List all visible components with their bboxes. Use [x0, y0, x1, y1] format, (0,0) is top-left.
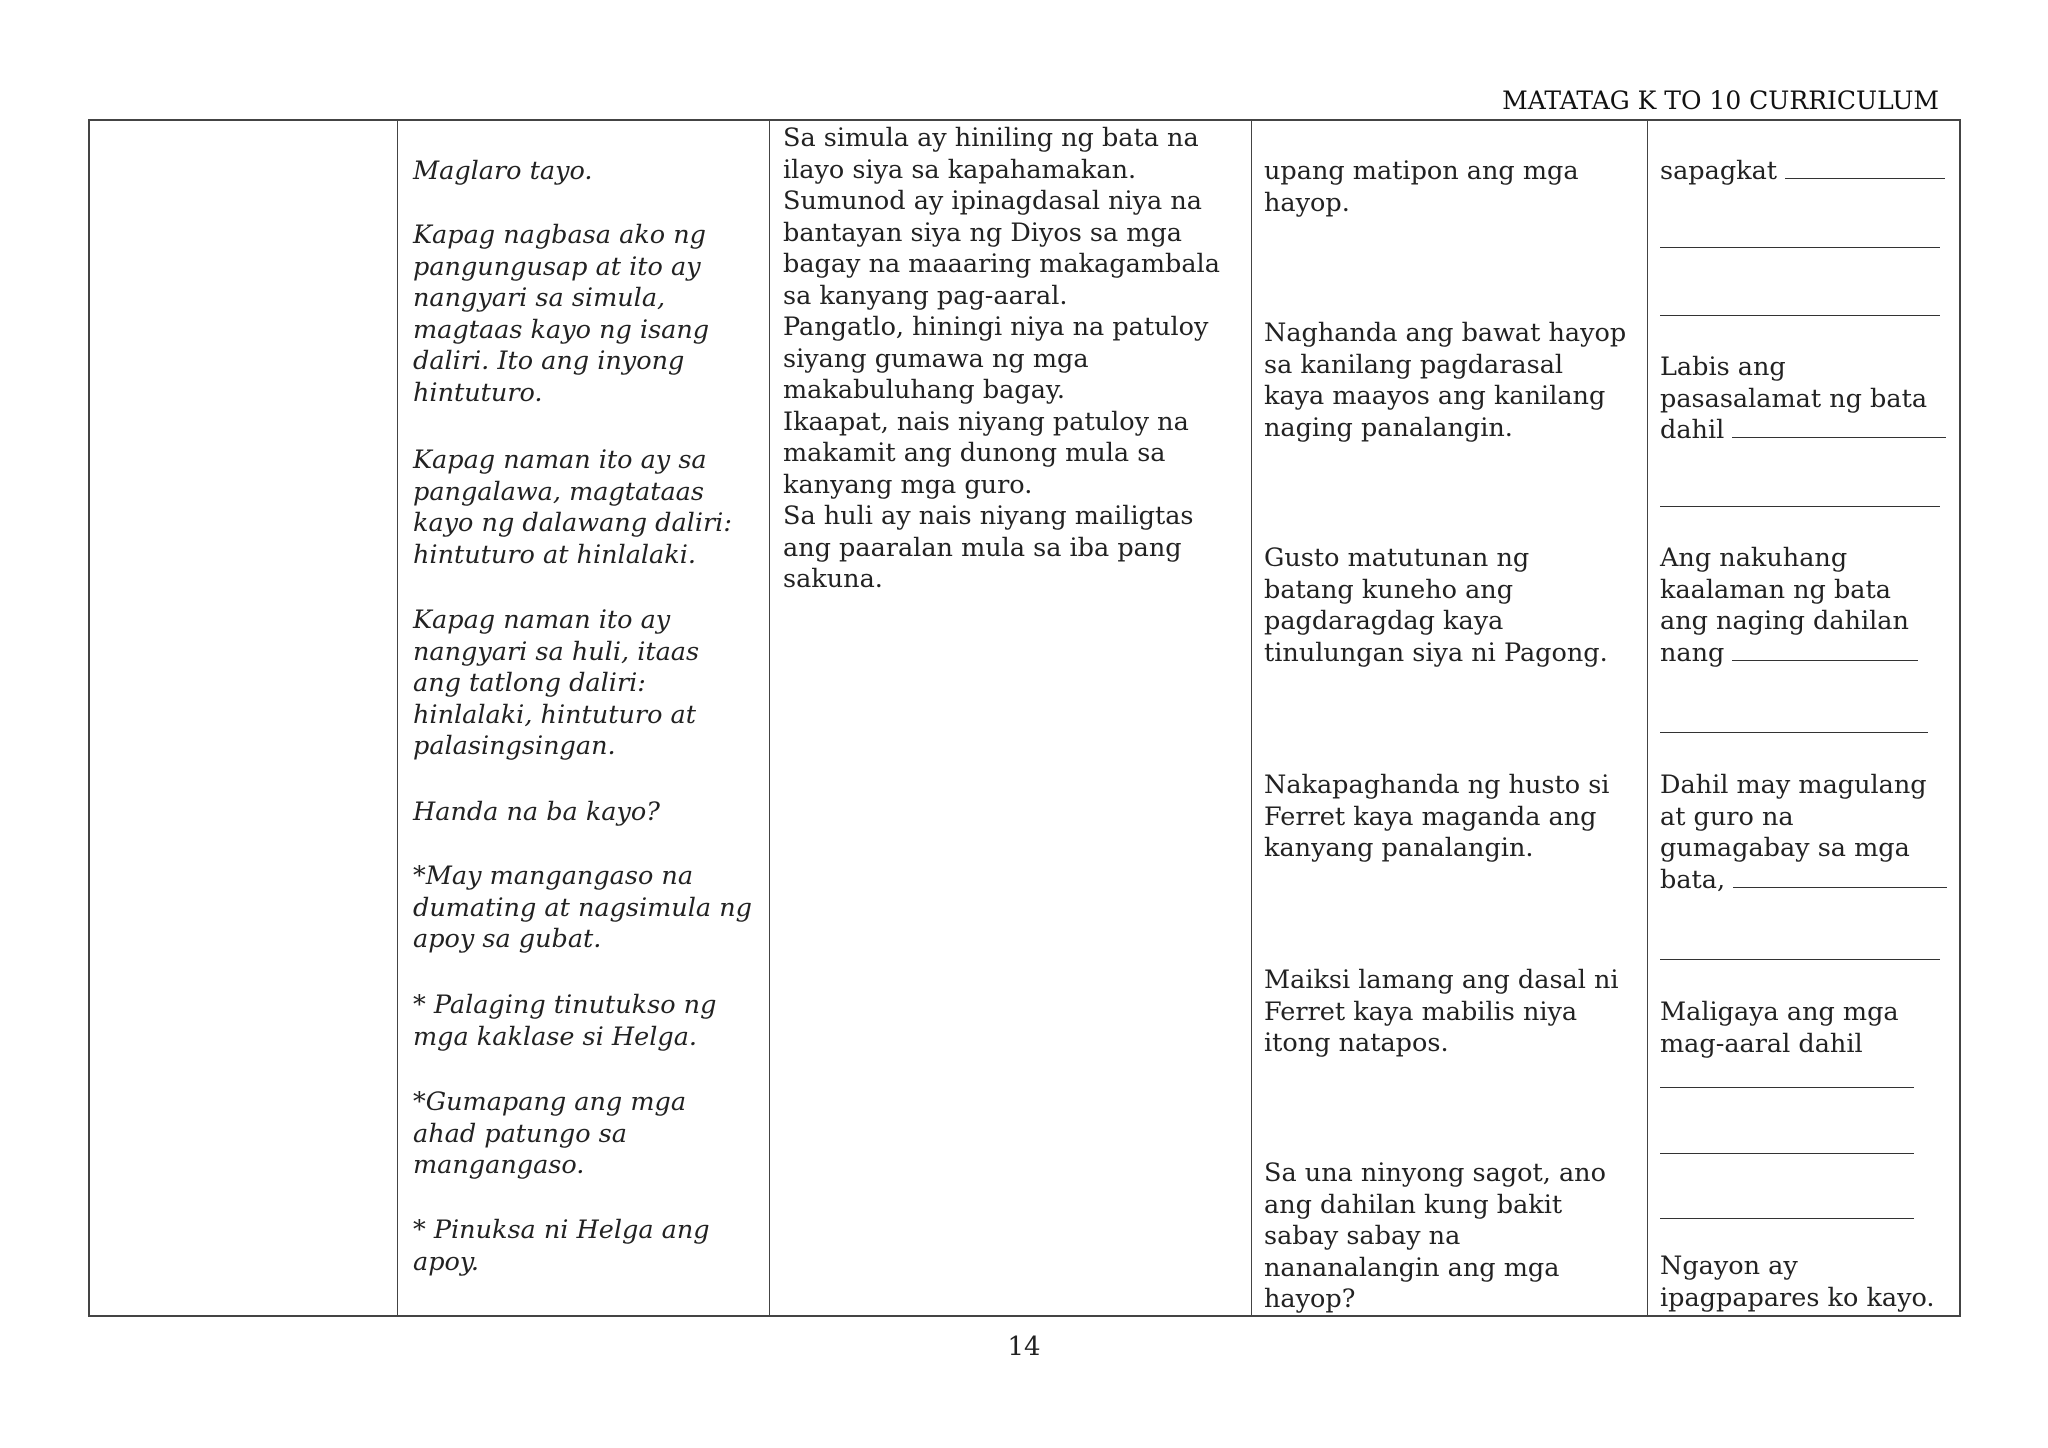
answer-blank[interactable]: [1660, 1218, 1914, 1219]
activity-sentence-3: *Gumapang ang mga ahad patungo sa mangangaso.: [413, 1087, 687, 1180]
answer-blank[interactable]: [1660, 247, 1940, 248]
curriculum-header: MATATAG K TO 10 CURRICULUM: [1502, 86, 1939, 115]
activity-ready-question: Handa na ba kayo?: [413, 797, 660, 827]
answer-blank[interactable]: [1660, 506, 1940, 507]
answer-blank[interactable]: [1733, 886, 1947, 888]
activity-intro: Maglaro tayo.: [413, 156, 593, 186]
answer-blank[interactable]: [1660, 1153, 1914, 1154]
answer-blank[interactable]: [1732, 659, 1918, 661]
answer-blank[interactable]: [1660, 1087, 1914, 1088]
answer-blank[interactable]: [1660, 959, 1940, 960]
column-1: [90, 121, 397, 1315]
closing-statement: Ngayon ay ipagpapares ko kayo.: [1660, 1251, 1935, 1313]
page-number: 14: [1007, 1332, 1041, 1362]
activity-instruction-first: Kapag nagbasa ako ng pangungusap at ito ay nangyari sa simula, magtaas kayo ng isang daliri. Ito ang inyong hintuturo.: [413, 220, 710, 408]
statement-1: upang matipon ang mga hayop.: [1264, 156, 1579, 218]
column-2-activity: [397, 121, 769, 1315]
activity-sentence-1: *May mangangaso na dumating at nagsimula ng apoy sa gubat.: [413, 861, 752, 954]
prompt-pasasalamat: Labis ang pasasalamat ng bata dahil: [1660, 352, 1960, 447]
expected-answer-text: Sa simula ay hiniling ng bata na ilayo siya sa kapahamakan. Sumunod ay ipinagdasal niya na bantayan siya ng Diyos sa mga bagay na maaaring makagambala sa kanyang pag-aaral. Pangatlo, hiningi niya na patuloy siyang gumawa ng mga makabuluhang bagay. Ikaapat, nais niyang patuloy na makamit ang dunong mula sa kanyang mga guro. Sa huli ay nais niyang mailigtas ang paaralan mula sa iba pang sakuna.: [783, 123, 1220, 594]
answer-blank[interactable]: [1732, 436, 1946, 438]
statement-6: Sa una ninyong sagot, ano ang dahilan kung bakit sabay sabay na nananalangin ang mga hayop?: [1264, 1158, 1606, 1314]
column-5-fill-in: [1647, 121, 1961, 1315]
activity-instruction-second: Kapag naman ito ay sa pangalawa, magtataas kayo ng dalawang daliri: hintuturo at hinlalaki.: [413, 445, 732, 570]
prompt-sapagkat: sapagkat: [1660, 156, 1960, 188]
answer-blank[interactable]: [1660, 732, 1928, 733]
statement-5: Maiksi lamang ang dasal ni Ferret kaya mabilis niya itong natapos.: [1264, 965, 1619, 1058]
prompt-kaalaman: Ang nakuhang kaalaman ng bata ang naging dahilan nang: [1660, 543, 1960, 669]
answer-blank[interactable]: [1660, 315, 1940, 316]
prompt-magulang: Dahil may magulang at guro na gumagabay sa mga bata,: [1660, 770, 1960, 896]
statement-2: Naghanda ang bawat hayop sa kanilang pagdarasal kaya maayos ang kanilang naging panalangin.: [1264, 318, 1627, 443]
answer-blank[interactable]: [1785, 177, 1945, 179]
activity-sentence-4: * Pinuksa ni Helga ang apoy.: [413, 1215, 710, 1277]
statement-3: Gusto matutunan ng batang kuneho ang pagdaragdag kaya tinulungan siya ni Pagong.: [1264, 543, 1608, 668]
statement-4: Nakapaghanda ng husto si Ferret kaya maganda ang kanyang panalangin.: [1264, 770, 1610, 863]
activity-instruction-last: Kapag naman ito ay nangyari sa huli, itaas ang tatlong daliri: hinlalaki, hintuturo at palasingsingan.: [413, 605, 700, 761]
column-3-answers: [769, 121, 1251, 1315]
activity-sentence-2: * Palaging tinutukso ng mga kaklase si Helga.: [413, 990, 717, 1052]
column-4-statements: [1251, 121, 1647, 1315]
prompt-maligaya: Maligaya ang mga mag-aaral dahil: [1660, 997, 1899, 1059]
lesson-table: [88, 119, 1961, 1317]
